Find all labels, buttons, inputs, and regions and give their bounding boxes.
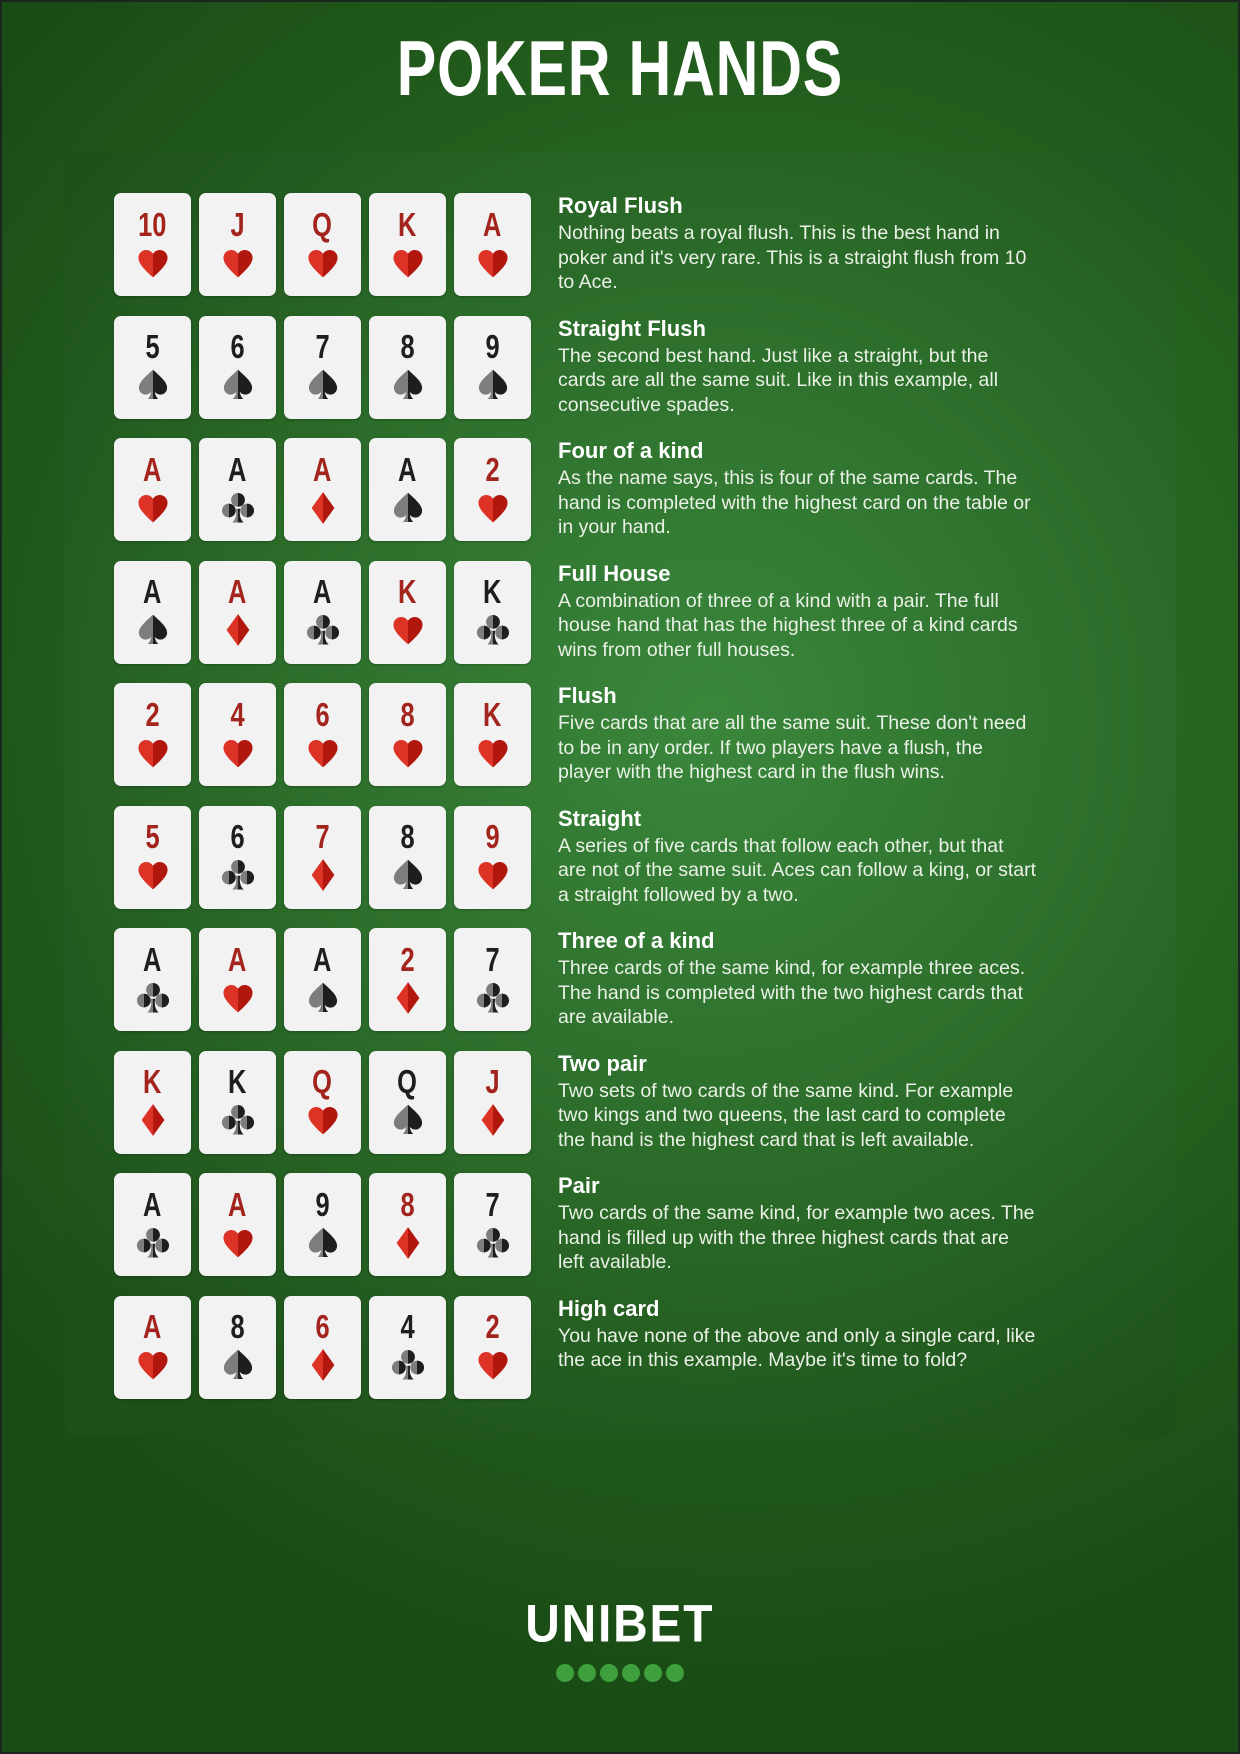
card-hand	[114, 1051, 531, 1154]
heart-icon	[135, 735, 171, 771]
logo-dot	[644, 1664, 662, 1682]
hand-description: As the name says, this is four of the same cards. The hand is completed with the highest card on the table or in your hand.	[558, 467, 1031, 538]
playing-card	[114, 683, 191, 786]
diamond-icon	[390, 1225, 426, 1261]
heart-icon	[220, 1225, 256, 1261]
card-rank: A	[228, 1185, 247, 1223]
card-rank: A	[143, 572, 162, 611]
playing-card	[284, 438, 361, 541]
playing-card	[284, 1296, 361, 1399]
hand-description: You have none of the above and only a single card, like the ace in this example. Maybe it's time to fold?	[558, 1324, 1036, 1371]
logo-dot	[578, 1664, 596, 1682]
hand-description-block	[558, 1296, 1036, 1373]
card-rank: 6	[230, 327, 245, 366]
card-rank: A	[483, 205, 502, 243]
spade-icon	[135, 612, 171, 648]
club-icon	[390, 1347, 426, 1383]
playing-card	[199, 193, 276, 296]
card-rank: K	[398, 205, 417, 243]
hand-row	[114, 193, 1176, 296]
playing-card	[369, 1173, 446, 1276]
card-rank: 9	[315, 1185, 330, 1223]
diamond-icon	[390, 980, 426, 1016]
card-rank: A	[143, 450, 162, 488]
unibet-logo-dots	[0, 1664, 1240, 1682]
hand-description: Two sets of two cards of the same kind. For example two kings and two queens, the last card to complete the hand is the highest card that is left available.	[558, 1079, 1014, 1151]
spade-icon	[390, 367, 426, 403]
card-rank: 4	[400, 1307, 415, 1346]
card-rank: 8	[400, 1185, 415, 1223]
club-icon	[135, 980, 171, 1016]
card-rank: 7	[315, 327, 330, 366]
spade-icon	[390, 1102, 426, 1138]
card-rank: A	[143, 1185, 162, 1223]
heart-icon	[475, 735, 511, 771]
playing-card	[454, 316, 531, 419]
card-rank: Q	[312, 205, 333, 243]
heart-icon	[305, 245, 341, 281]
card-rank: 7	[315, 817, 330, 856]
playing-card	[199, 928, 276, 1031]
heart-icon	[475, 857, 511, 893]
playing-card	[454, 806, 531, 909]
hand-description-block	[558, 683, 1036, 785]
playing-card	[114, 438, 191, 541]
logo-dot	[622, 1664, 640, 1682]
hand-name: Straight Flush	[558, 315, 706, 341]
hand-row	[114, 561, 1176, 664]
card-rank: K	[228, 1062, 247, 1101]
playing-card	[114, 806, 191, 909]
card-rank: 6	[230, 817, 245, 856]
card-rank: J	[230, 205, 245, 243]
card-rank: 2	[485, 1307, 500, 1346]
card-rank: A	[228, 450, 247, 488]
card-rank: 9	[485, 817, 500, 856]
spade-icon	[475, 367, 511, 403]
playing-card	[454, 1296, 531, 1399]
spade-icon	[220, 367, 256, 403]
spade-icon	[305, 367, 341, 403]
spade-icon	[390, 857, 426, 893]
spade-icon	[135, 367, 171, 403]
heart-icon	[475, 490, 511, 526]
card-hand	[114, 1173, 531, 1276]
footer	[0, 1594, 1240, 1682]
club-icon	[475, 980, 511, 1016]
diamond-icon	[305, 490, 341, 526]
playing-card	[454, 561, 531, 664]
playing-card	[454, 1173, 531, 1276]
playing-card	[199, 316, 276, 419]
poker-hands-panel	[64, 152, 1176, 1437]
logo-dot	[666, 1664, 684, 1682]
playing-card	[284, 193, 361, 296]
card-rank: A	[143, 940, 162, 978]
spade-icon	[305, 1225, 341, 1261]
diamond-icon	[305, 1347, 341, 1383]
card-hand	[114, 1296, 531, 1399]
hand-description-block	[558, 438, 1036, 540]
card-rank: 4	[230, 695, 245, 733]
card-rank: K	[483, 695, 502, 733]
playing-card	[369, 561, 446, 664]
playing-card	[284, 1051, 361, 1154]
card-rank: 8	[400, 817, 415, 856]
playing-card	[284, 1173, 361, 1276]
playing-card	[369, 316, 446, 419]
playing-card	[369, 1296, 446, 1399]
playing-card	[284, 683, 361, 786]
heart-icon	[220, 245, 256, 281]
heart-icon	[220, 735, 256, 771]
playing-card	[199, 1173, 276, 1276]
hand-description-block	[558, 806, 1036, 908]
card-rank: 7	[485, 1185, 500, 1223]
heart-icon	[135, 245, 171, 281]
heart-icon	[305, 1102, 341, 1138]
hand-row	[114, 928, 1176, 1031]
heart-icon	[305, 735, 341, 771]
playing-card	[199, 683, 276, 786]
hand-name: Royal Flush	[558, 193, 683, 218]
playing-card	[369, 438, 446, 541]
card-rank: Q	[397, 1062, 418, 1101]
hand-name: Pair	[558, 1173, 600, 1198]
card-rank: 2	[400, 940, 415, 978]
card-rank: 9	[485, 327, 500, 366]
heart-icon	[135, 1347, 171, 1383]
card-rank: 5	[145, 327, 160, 366]
card-rank: A	[398, 450, 417, 488]
playing-card	[114, 193, 191, 296]
card-hand	[114, 561, 531, 664]
card-rank: J	[485, 1062, 500, 1101]
diamond-icon	[305, 857, 341, 893]
hand-name: Two pair	[558, 1050, 647, 1076]
card-rank: A	[228, 572, 247, 611]
playing-card	[369, 683, 446, 786]
playing-card	[454, 928, 531, 1031]
hand-description-block	[558, 561, 1036, 663]
club-icon	[475, 1225, 511, 1261]
playing-card	[369, 193, 446, 296]
playing-card	[114, 1173, 191, 1276]
playing-card	[284, 316, 361, 419]
playing-card	[114, 1051, 191, 1154]
playing-card	[199, 1051, 276, 1154]
hand-description-block	[558, 316, 1036, 418]
playing-card	[454, 683, 531, 786]
diamond-icon	[135, 1102, 171, 1138]
card-hand	[114, 683, 531, 786]
hand-description-block	[558, 928, 1036, 1030]
hand-description: Two cards of the same kind, for example two aces. The hand is filled up with the three highest cards that are left available.	[558, 1202, 1035, 1273]
playing-card	[369, 806, 446, 909]
card-rank: 5	[145, 817, 160, 856]
heart-icon	[390, 612, 426, 648]
playing-card	[369, 928, 446, 1031]
playing-card	[454, 438, 531, 541]
card-hand	[114, 806, 531, 909]
hands-list	[114, 193, 1176, 1399]
card-rank: Q	[312, 1062, 333, 1101]
card-rank: A	[313, 450, 332, 488]
card-rank: 6	[315, 1307, 330, 1346]
heart-icon	[390, 735, 426, 771]
hand-row	[114, 438, 1176, 541]
hand-row	[114, 806, 1176, 909]
hand-description: Nothing beats a royal flush. This is the best hand in poker and it's very rare. This is a straight flush from 10 to Ace.	[558, 222, 1027, 293]
playing-card	[114, 316, 191, 419]
hand-row	[114, 316, 1176, 419]
card-rank: K	[398, 572, 417, 611]
logo-dot	[600, 1664, 618, 1682]
club-icon	[220, 490, 256, 526]
card-rank: 2	[485, 450, 500, 488]
heart-icon	[135, 857, 171, 893]
unibet-logo: UNIBET	[525, 1594, 715, 1654]
hand-name: Full House	[558, 560, 671, 586]
spade-icon	[390, 490, 426, 526]
playing-card	[199, 806, 276, 909]
heart-icon	[475, 1347, 511, 1383]
playing-card	[199, 438, 276, 541]
hand-description-block	[558, 193, 1036, 295]
hand-description: A series of five cards that follow each other, but that are not of the same suit. Aces can follow a king, or start a straight followed by a two.	[558, 834, 1036, 906]
playing-card	[284, 561, 361, 664]
hand-description-block	[558, 1173, 1036, 1275]
playing-card	[114, 561, 191, 664]
club-icon	[305, 612, 341, 648]
playing-card	[369, 1051, 446, 1154]
hand-row	[114, 1173, 1176, 1276]
club-icon	[220, 857, 256, 893]
card-rank: A	[143, 1307, 162, 1346]
playing-card	[199, 1296, 276, 1399]
hand-name: High card	[558, 1295, 660, 1321]
card-rank: A	[313, 940, 332, 978]
hand-description: A combination of three of a kind with a pair. The full house hand that has the highest three of a kind cards wins from other full houses.	[558, 589, 1018, 661]
card-hand	[114, 316, 531, 419]
playing-card	[284, 928, 361, 1031]
playing-card	[114, 1296, 191, 1399]
hand-description: Three cards of the same kind, for example three aces. The hand is completed with the two highest cards that are available.	[558, 957, 1026, 1028]
card-rank: 2	[145, 695, 160, 733]
card-rank: A	[228, 940, 247, 978]
card-rank: 8	[400, 327, 415, 366]
hand-description: The second best hand. Just like a straight, but the cards are all the same suit. Like in this example, all consecutive spades.	[558, 344, 999, 416]
card-hand	[114, 928, 531, 1031]
hand-row	[114, 683, 1176, 786]
spade-icon	[220, 1347, 256, 1383]
club-icon	[135, 1225, 171, 1261]
header	[0, 0, 1240, 112]
hand-name: Three of a kind	[558, 928, 715, 953]
heart-icon	[475, 245, 511, 281]
hand-row	[114, 1296, 1176, 1399]
diamond-icon	[220, 612, 256, 648]
hand-name: Four of a kind	[558, 438, 704, 463]
playing-card	[199, 561, 276, 664]
hand-name: Straight	[558, 805, 642, 831]
card-hand	[114, 193, 531, 296]
playing-card	[454, 1051, 531, 1154]
card-rank: 8	[400, 695, 415, 733]
hand-description: Five cards that are all the same suit. These don't need to be in any order. If two players have a flush, the player with the highest card in the flush wins.	[558, 712, 1027, 783]
card-rank: 8	[230, 1307, 245, 1346]
club-icon	[475, 612, 511, 648]
club-icon	[220, 1102, 256, 1138]
card-rank: 7	[485, 940, 500, 978]
card-hand	[114, 438, 531, 541]
heart-icon	[220, 980, 256, 1016]
hand-name: Flush	[558, 683, 617, 708]
card-rank: 6	[315, 695, 330, 733]
spade-icon	[305, 980, 341, 1016]
diamond-icon	[475, 1102, 511, 1138]
playing-card	[284, 806, 361, 909]
card-rank: A	[313, 572, 332, 611]
logo-dot	[556, 1664, 574, 1682]
hand-row	[114, 1051, 1176, 1154]
hand-description-block	[558, 1051, 1036, 1153]
playing-card	[114, 928, 191, 1031]
playing-card	[454, 193, 531, 296]
card-rank: K	[143, 1062, 162, 1101]
heart-icon	[390, 245, 426, 281]
card-rank: 10	[138, 205, 167, 243]
card-rank: K	[483, 572, 502, 611]
page-title: POKER HANDS	[396, 24, 844, 112]
heart-icon	[135, 490, 171, 526]
